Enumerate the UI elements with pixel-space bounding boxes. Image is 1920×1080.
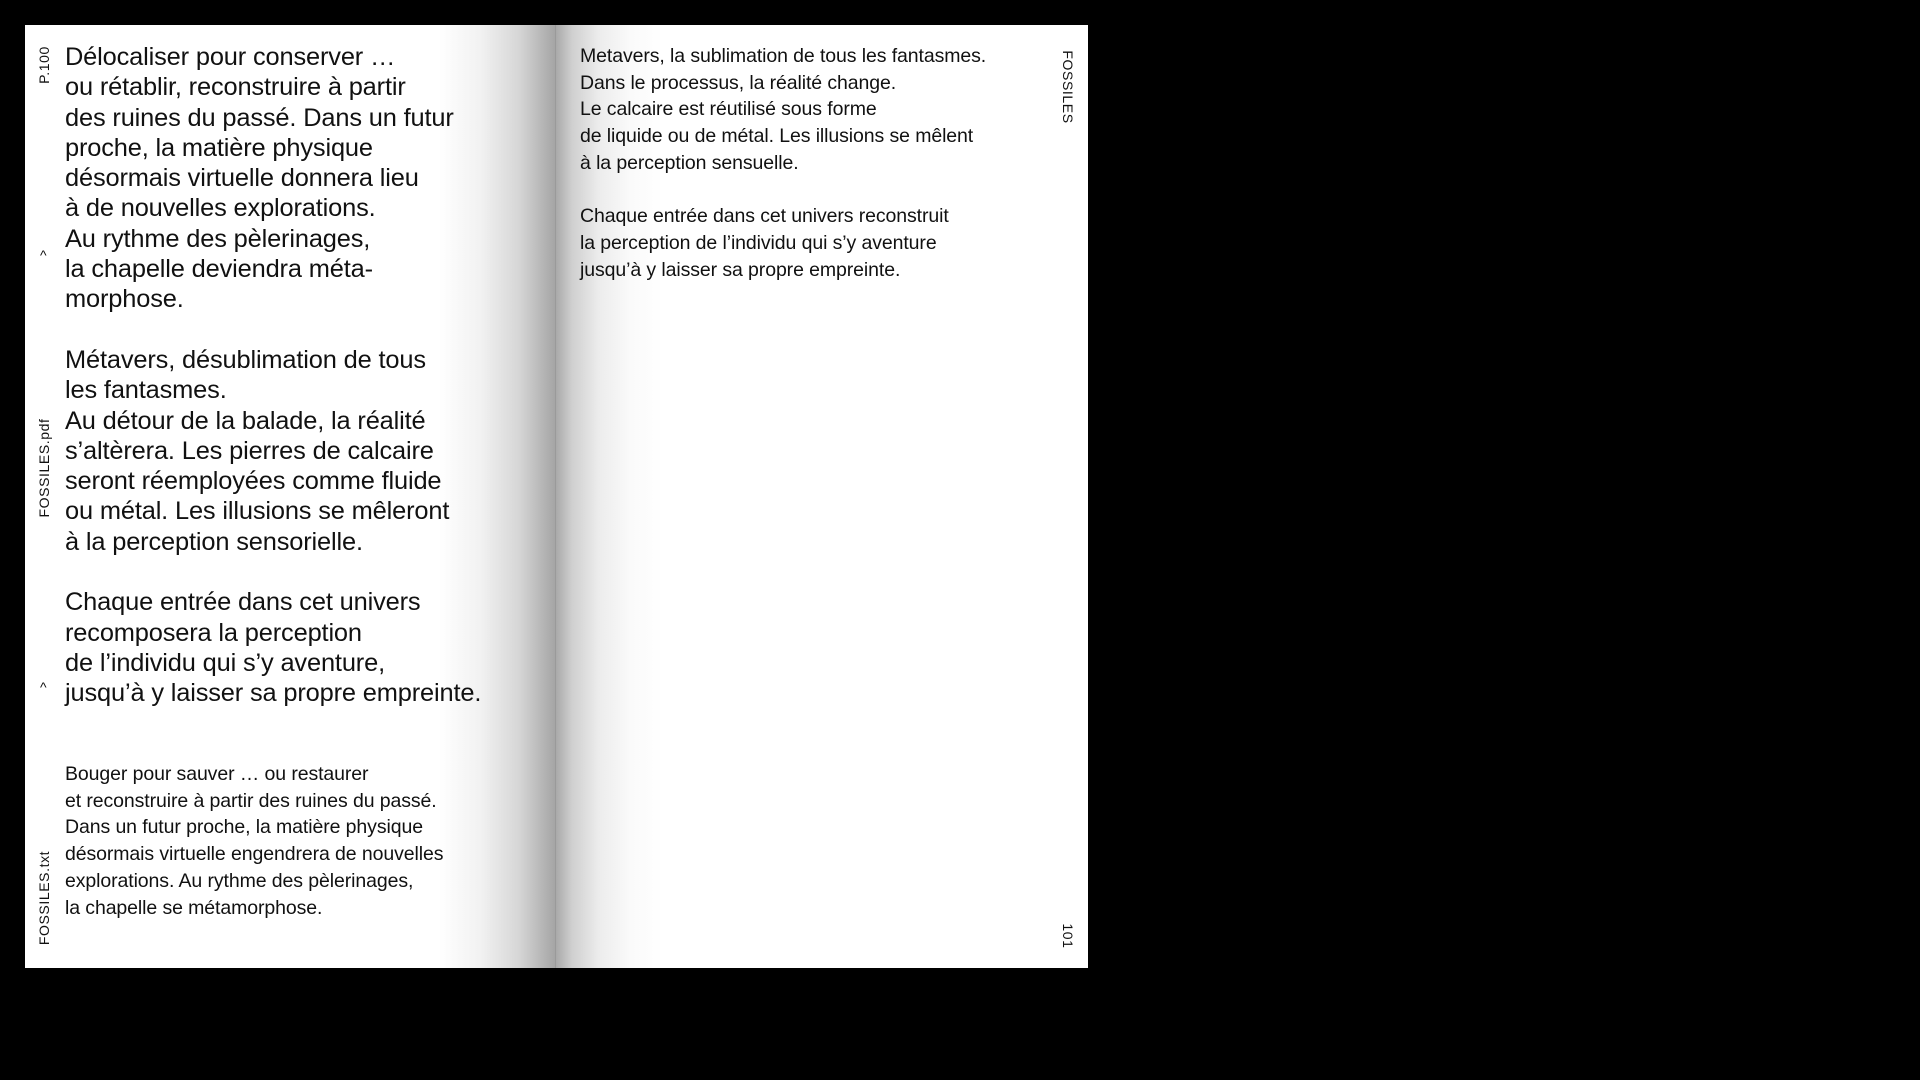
small-paragraph: Bouger pour sauver … ou restaurer et reconstruire à partir des ruines du passé. Dans un futur proche, la matière physique désormais virtuelle engendrera de nouvelles explorations. Au rythme des pèlerinages, la chapelle se métamorphose. bbox=[65, 763, 444, 919]
right-paragraph: Chaque entrée dans cet univers reconstruit la perception de l’individu qui s’y aventure jusqu’à y laisser sa propre empreinte. bbox=[580, 205, 949, 281]
file-label-txt: FOSSILES.txt bbox=[36, 850, 52, 946]
running-title: FOSSILES bbox=[1060, 50, 1076, 124]
large-paragraph: Chaque entrée dans cet univers recomposera la perception de l’individu qui s’y aventure, jusqu’à y laisser sa propre empreinte. bbox=[65, 588, 482, 708]
right-paragraph: Metavers, la sublimation de tous les fantasmes. Dans le processus, la réalité change. Le calcaire est réutilisé sous forme de liquide ou de métal. Les illusions se mêlent à la perception sensuelle. bbox=[580, 45, 987, 174]
large-text-block bbox=[65, 42, 545, 739]
small-text-block-right bbox=[580, 43, 1070, 310]
left-page bbox=[25, 25, 556, 968]
large-paragraph: Métavers, désublimation de tous les fantasmes. Au détour de la balade, la réalité s’altèrera. Les pierres de calcaire seront réemployées comme fluide ou métal. Les illusions se mêleront à la perception sensorielle. bbox=[65, 345, 450, 556]
large-paragraph: Délocaliser pour conserver … ou rétablir, reconstruire à partir des ruines du passé. Dans un futur proche, la matière physique désormais virtuelle donnera lieu à de nouvelles explorations. Au rythme des pèlerinages, la chapelle deviendra méta- morphose. bbox=[65, 43, 454, 314]
small-text-block-left bbox=[65, 761, 545, 921]
page-label: P.100 bbox=[36, 46, 52, 84]
caret-marker-bottom: ^ bbox=[40, 679, 47, 695]
book-spread bbox=[25, 25, 1088, 968]
caret-marker-top: ^ bbox=[40, 247, 47, 263]
page-number: 101 bbox=[1060, 923, 1076, 949]
file-label-pdf: FOSSILES.pdf bbox=[36, 418, 52, 518]
